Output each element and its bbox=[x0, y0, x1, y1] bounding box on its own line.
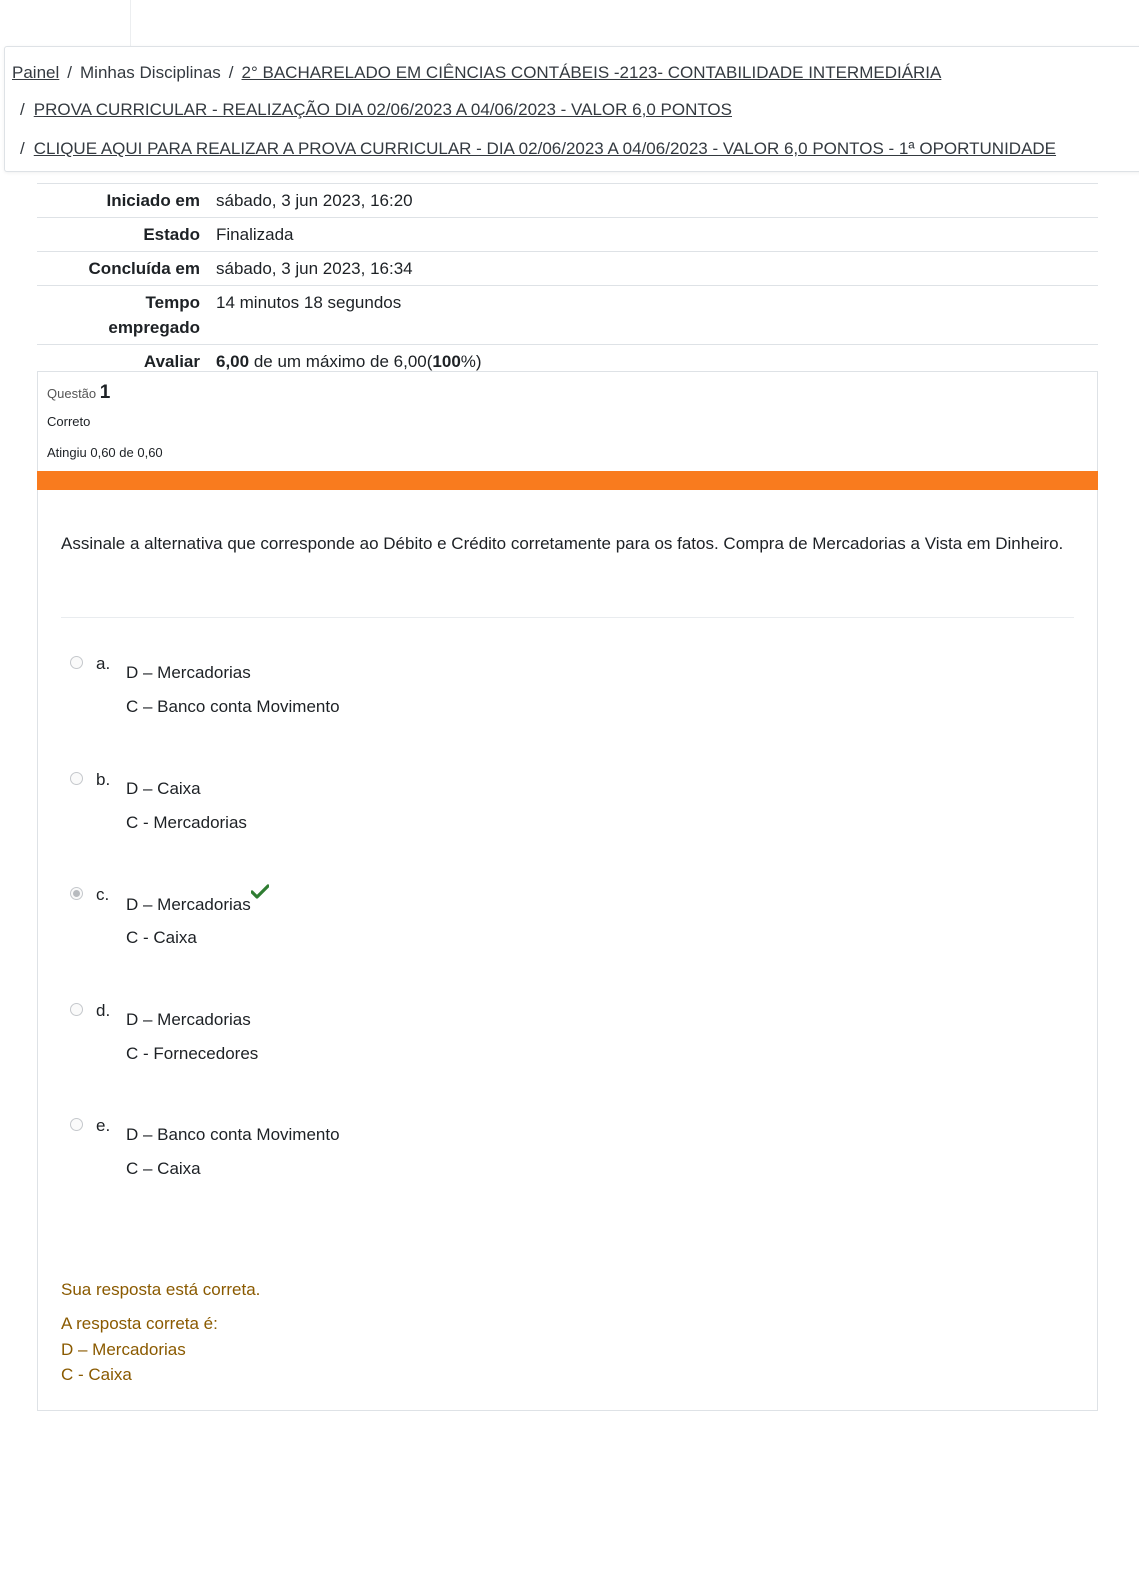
question-number-value: 1 bbox=[99, 382, 111, 403]
attempt-summary-table bbox=[37, 183, 1098, 378]
option-letter: d. bbox=[96, 1001, 111, 1020]
question-info bbox=[37, 371, 1098, 472]
question-accent-bar bbox=[37, 471, 1098, 490]
question-divider bbox=[61, 617, 1074, 618]
completed-label: Concluída em bbox=[88, 259, 200, 278]
breadcrumb bbox=[4, 46, 1139, 172]
option-debit-line: D – Caixa bbox=[126, 779, 201, 798]
breadcrumb-minhas-disciplinas: Minhas Disciplinas bbox=[80, 63, 221, 82]
breadcrumb-painel-link[interactable]: Painel bbox=[12, 63, 60, 82]
option-letter: e. bbox=[96, 1116, 111, 1135]
question-label: Questão bbox=[47, 386, 97, 401]
option-credit-line: C - Caixa bbox=[126, 928, 197, 947]
option-credit-line: C – Banco conta Movimento bbox=[126, 697, 340, 716]
state-value: Finalizada bbox=[216, 225, 294, 244]
option-letter: a. bbox=[96, 654, 111, 673]
summary-row-completed bbox=[37, 252, 1098, 286]
option-credit-line: C - Fornecedores bbox=[126, 1044, 259, 1063]
option-debit-line bbox=[126, 894, 269, 915]
question-content bbox=[37, 490, 1098, 1411]
time-value: 14 minutos 18 segundos bbox=[216, 293, 402, 312]
option-credit-line: C – Caixa bbox=[126, 1159, 201, 1178]
breadcrumb-line-2 bbox=[20, 100, 732, 120]
correct-check-icon bbox=[251, 884, 269, 900]
breadcrumb-separator: / bbox=[228, 63, 234, 82]
question-state: Correto bbox=[47, 414, 91, 429]
grade-max-text: de um máximo de 6,00( bbox=[249, 352, 433, 371]
question-grade: Atingiu 0,60 de 0,60 bbox=[47, 445, 163, 460]
feedback-answer-debit: D – Mercadorias bbox=[61, 1340, 186, 1359]
completed-value: sábado, 3 jun 2023, 16:34 bbox=[216, 259, 413, 278]
time-label-line-2: empregado bbox=[108, 318, 200, 337]
time-label-line-1: Tempo bbox=[145, 293, 200, 312]
started-value: sábado, 3 jun 2023, 16:20 bbox=[216, 191, 413, 210]
grade-score: 6,00 bbox=[216, 352, 250, 371]
breadcrumb-line-1 bbox=[12, 63, 941, 83]
question-number bbox=[47, 382, 110, 404]
time-label bbox=[37, 286, 208, 345]
breadcrumb-line-3 bbox=[20, 139, 1056, 159]
grade-percent: 100 bbox=[432, 352, 461, 371]
option-debit-line: D – Banco conta Movimento bbox=[126, 1125, 340, 1144]
summary-row-time bbox=[37, 286, 1098, 345]
radio-option-b[interactable] bbox=[70, 772, 83, 785]
option-debit-line: D – Mercadorias bbox=[126, 663, 251, 682]
breadcrumb-separator: / bbox=[20, 100, 25, 119]
summary-row-state bbox=[37, 218, 1098, 252]
state-label: Estado bbox=[143, 225, 200, 244]
radio-option-e[interactable] bbox=[70, 1118, 83, 1131]
option-debit-text: D – Mercadorias bbox=[126, 895, 251, 914]
feedback-correct-message: Sua resposta está correta. bbox=[61, 1280, 261, 1299]
grade-percent-sign: %) bbox=[460, 352, 482, 371]
question-text: Assinale a alternativa que corresponde ao Débito e Crédito corretamente para os fatos. Compra de Mercadorias a Vista em Dinheiro. bbox=[61, 534, 1064, 553]
breadcrumb-separator: / bbox=[67, 63, 72, 82]
breadcrumb-separator: / bbox=[20, 139, 25, 158]
radio-option-d[interactable] bbox=[70, 1003, 83, 1016]
feedback-answer-intro: A resposta correta é: bbox=[61, 1314, 218, 1333]
option-debit-line: D – Mercadorias bbox=[126, 1010, 251, 1029]
option-credit-line: C - Mercadorias bbox=[126, 813, 247, 832]
option-letter: b. bbox=[96, 770, 111, 789]
top-header-area bbox=[0, 0, 1139, 46]
breadcrumb-course-link[interactable]: 2° BACHARELADO EM CIÊNCIAS CONTÁBEIS -2123- CONTABILIDADE INTERMEDIÁRIA bbox=[241, 63, 942, 82]
radio-option-a[interactable] bbox=[70, 656, 83, 669]
feedback-answer-credit: C - Caixa bbox=[61, 1365, 132, 1384]
started-label: Iniciado em bbox=[106, 191, 200, 210]
grade-label: Avaliar bbox=[143, 352, 200, 371]
radio-option-c-selected[interactable] bbox=[70, 887, 83, 900]
breadcrumb-section-link[interactable]: PROVA CURRICULAR - REALIZAÇÃO DIA 02/06/2023 A 04/06/2023 - VALOR 6,0 PONTOS bbox=[33, 100, 732, 119]
option-letter: c. bbox=[96, 885, 110, 904]
summary-row-started bbox=[37, 184, 1098, 218]
header-divider bbox=[130, 0, 131, 46]
breadcrumb-quiz-link[interactable]: CLIQUE AQUI PARA REALIZAR A PROVA CURRICULAR - DIA 02/06/2023 A 04/06/2023 - VALOR 6,0 PONTOS - 1ª OPORTUNIDADE bbox=[33, 139, 1057, 158]
